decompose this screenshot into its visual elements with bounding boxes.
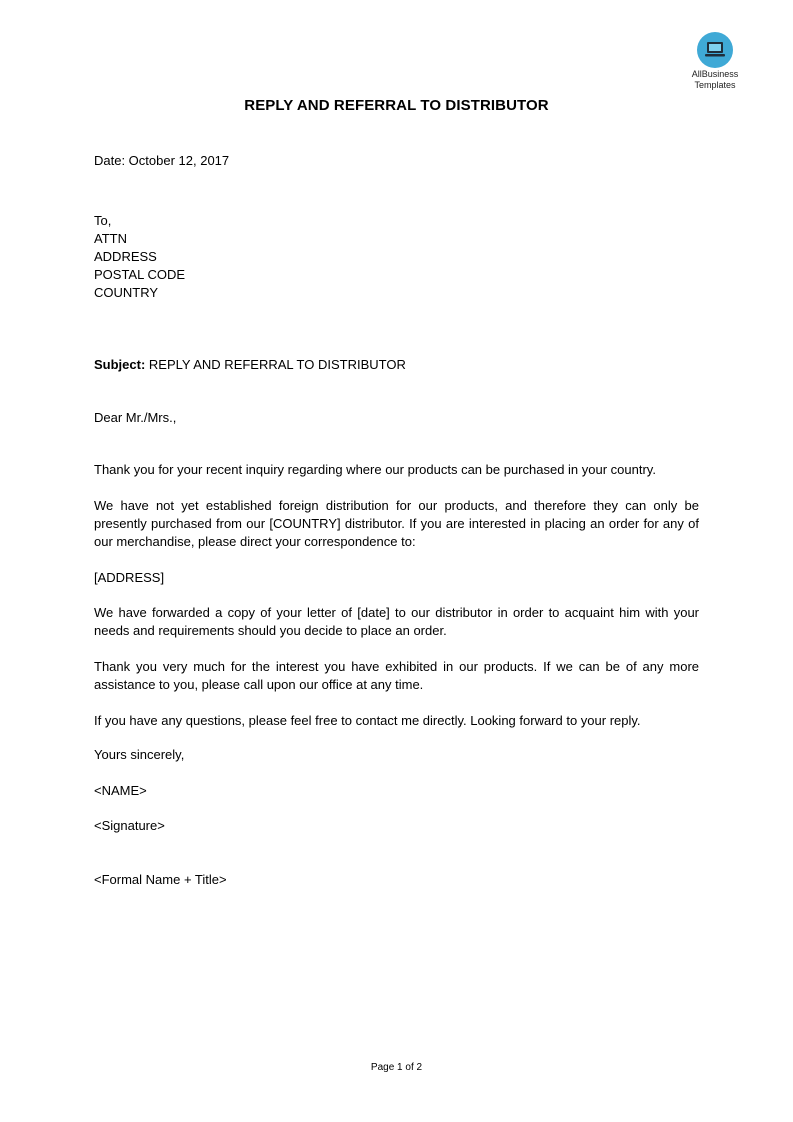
logo-text-line2: Templates	[694, 80, 736, 90]
subject-label: Subject:	[94, 357, 146, 372]
subject-text: REPLY AND REFERRAL TO DISTRIBUTOR	[148, 357, 406, 372]
salutation: Dear Mr./Mrs.,	[94, 410, 177, 425]
paragraph-distribution: We have not yet established foreign distribution for our products, and therefore they can only be presently purchased from our [COUNTRY] distributor. If you are interested in placing an order for any of our merchandise, please direct your correspondence to:	[94, 498, 699, 549]
recipient-postal-code: POSTAL CODE	[94, 267, 186, 282]
allbusiness-logo	[684, 32, 746, 90]
recipient-to: To,	[94, 213, 112, 228]
logo-text-line1: AllBusiness	[691, 69, 739, 79]
recipient-attn: ATTN	[94, 231, 127, 246]
subject-line	[94, 356, 406, 374]
paragraph-questions: If you have any questions, please feel free to contact me directly. Looking forward to your reply.	[94, 713, 641, 728]
formal-name-title: <Formal Name + Title>	[94, 872, 227, 887]
page-number: Page 1 of 2	[370, 1062, 423, 1073]
closing: Yours sincerely,	[94, 747, 185, 762]
recipient-address: ADDRESS	[94, 249, 157, 264]
laptop-icon	[697, 32, 733, 68]
sender-name: <NAME>	[94, 783, 147, 798]
document-title: REPLY AND REFERRAL TO DISTRIBUTOR	[244, 97, 549, 114]
signature: <Signature>	[94, 818, 165, 833]
letter-date: Date: October 12, 2017	[94, 153, 230, 168]
paragraph-thanks: Thank you very much for the interest you have exhibited in our products. If we can be of any more assistance to you, please call upon our office at any time.	[94, 659, 699, 692]
paragraph-inquiry: Thank you for your recent inquiry regarding where our products can be purchased in your country.	[94, 462, 656, 477]
paragraph-address: [ADDRESS]	[94, 570, 165, 585]
paragraph-forwarded: We have forwarded a copy of your letter of [date] to our distributor in order to acquaint him with your needs and requirements should you decide to place an order.	[94, 605, 699, 638]
recipient-country: COUNTRY	[94, 285, 159, 300]
